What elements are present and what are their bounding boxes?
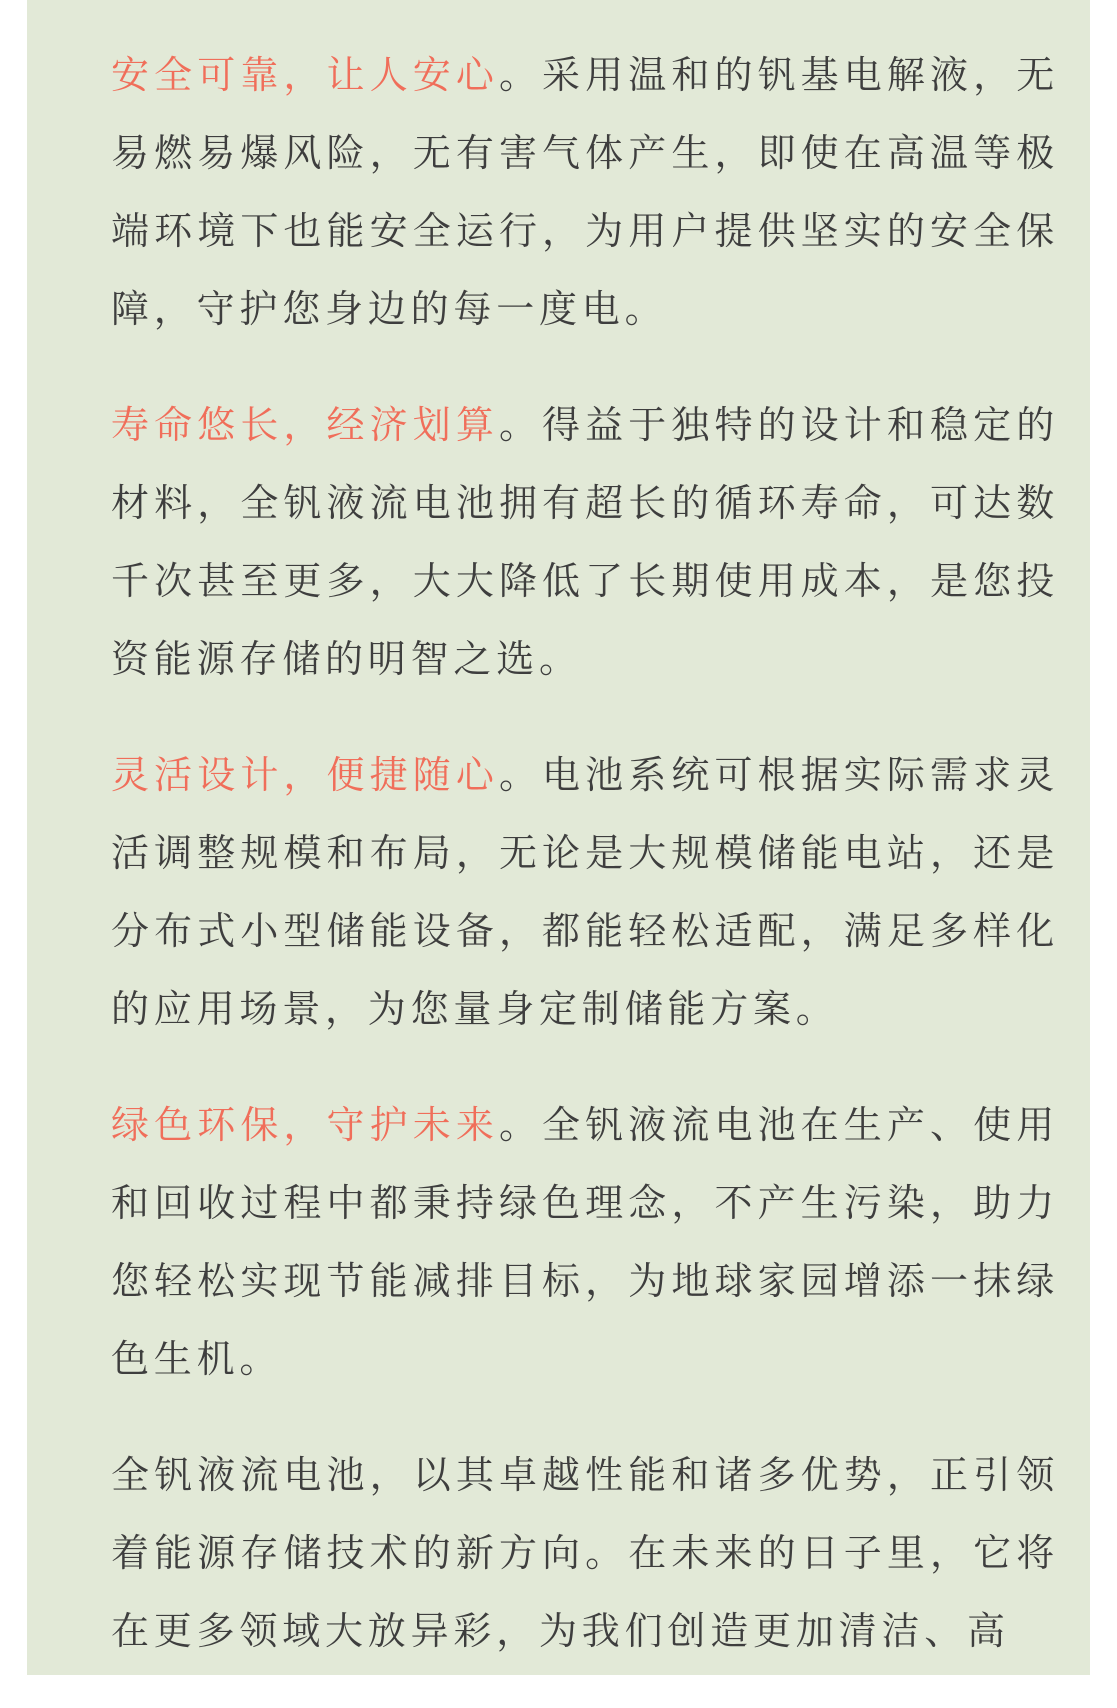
paragraph-conclusion-body: 全钒液流电池，以其卓越性能和诸多优势，正引领着能源存储技术的新方向。在未来的日子里，它将在更多领域大放异彩，为我们创造更加清洁、高 (111, 1453, 1059, 1653)
article-content (111, 36, 1059, 1708)
article-panel (27, 0, 1090, 1675)
paragraph-safety-heading: 安全可靠，让人安心 (111, 53, 499, 97)
paragraph-flexibility (111, 736, 1059, 1048)
paragraph-lifespan (111, 386, 1059, 698)
paragraph-green (111, 1086, 1059, 1398)
paragraph-lifespan-body: 。得益于独特的设计和稳定的材料，全钒液流电池拥有超长的循环寿命，可达数千次甚至更多，大大降低了长期使用成本，是您投资能源存储的明智之选。 (111, 403, 1060, 681)
paragraph-safety-body: 。采用温和的钒基电解液，无易燃易爆风险，无有害气体产生，即使在高温等极端环境下也能安全运行，为用户提供坚实的安全保障，守护您身边的每一度电。 (111, 53, 1060, 331)
paragraph-flexibility-heading: 灵活设计，便捷随心 (111, 753, 499, 797)
paragraph-flexibility-body: 。电池系统可根据实际需求灵活调整规模和布局，无论是大规模储能电站，还是分布式小型储能设备，都能轻松适配，满足多样化的应用场景，为您量身定制储能方案。 (111, 753, 1060, 1031)
paragraph-lifespan-heading: 寿命悠长，经济划算 (111, 403, 499, 447)
paragraph-safety (111, 36, 1059, 348)
paragraph-green-heading: 绿色环保，守护未来 (111, 1103, 499, 1147)
paragraph-green-body: 。全钒液流电池在生产、使用和回收过程中都秉持绿色理念，不产生污染，助力您轻松实现节能减排目标，为地球家园增添一抹绿色生机。 (111, 1103, 1060, 1381)
paragraph-conclusion (111, 1436, 1059, 1670)
